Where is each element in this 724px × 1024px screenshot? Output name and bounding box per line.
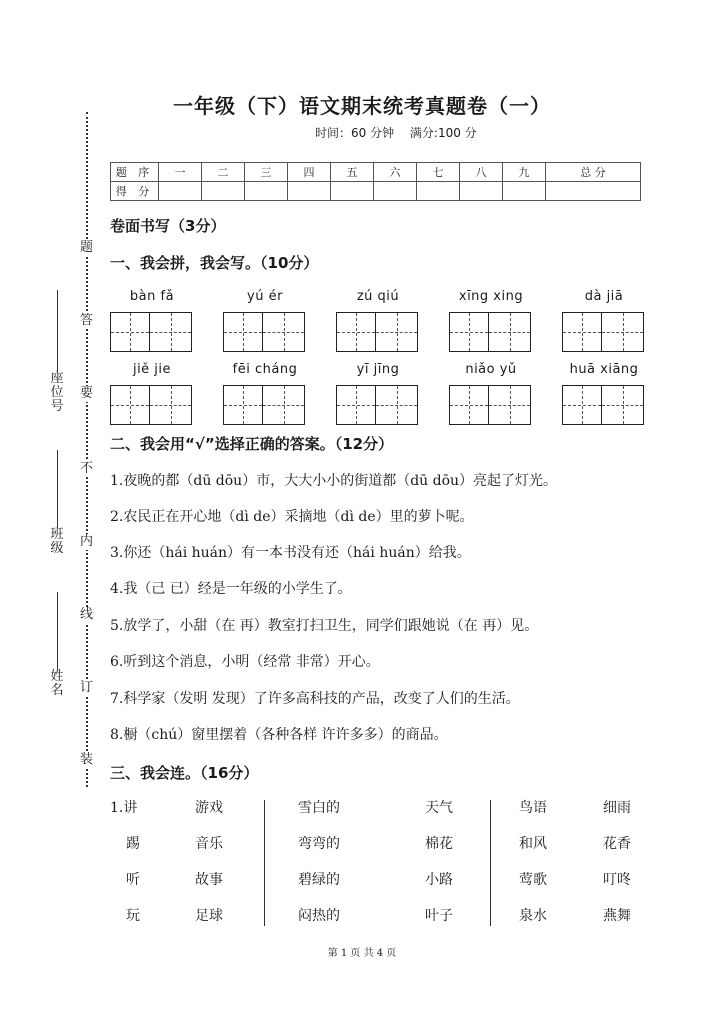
score-cell[interactable] [202, 182, 245, 201]
match-word[interactable]: 雪白的 [298, 800, 340, 816]
match-word[interactable]: 叶子 [425, 908, 453, 924]
match-word[interactable]: 鸟语 [519, 800, 547, 816]
class-line [57, 450, 58, 528]
margin-char: 订 [80, 680, 94, 695]
match-word[interactable]: 玩 [126, 908, 140, 924]
class-label: 班级 [50, 527, 64, 556]
match-word[interactable]: 细雨 [603, 800, 631, 816]
question-item[interactable]: 3.你还（hái huán）有一本书没有还（hái huán）给我。 [110, 545, 471, 561]
match-word[interactable]: 足球 [195, 908, 223, 924]
pinyin-item [223, 288, 307, 352]
match-word[interactable]: 故事 [195, 872, 223, 888]
tianzige[interactable] [562, 312, 646, 352]
margin-char: 内 [80, 534, 94, 549]
score-cell[interactable] [245, 182, 288, 201]
match-word[interactable]: 花香 [603, 836, 631, 852]
score-row-label: 题 序 [111, 163, 159, 182]
match-word[interactable]: 弯弯的 [298, 836, 340, 852]
pinyin-item [562, 361, 646, 425]
pinyin-item [110, 288, 194, 352]
match-word[interactable]: 棉花 [425, 836, 453, 852]
pinyin-item [449, 288, 533, 352]
class-field[interactable] [50, 448, 64, 556]
name-field[interactable] [50, 590, 64, 698]
margin-char: 题 [80, 240, 94, 255]
exam-meta [315, 124, 489, 141]
seat-number-field[interactable] [50, 288, 64, 414]
match-group-2-left [298, 798, 340, 942]
tianzige[interactable] [336, 312, 420, 352]
pinyin-item [110, 361, 194, 425]
pinyin-text: bàn fǎ [129, 289, 175, 304]
match-word[interactable]: 莺歌 [519, 872, 547, 888]
pinyin-item [336, 288, 420, 352]
section-handwriting: 卷面书写（3分） [110, 217, 226, 235]
pinyin-text: zú qiú [356, 289, 400, 304]
score-cell[interactable] [288, 182, 331, 201]
pinyin-text: xīng xing [458, 289, 524, 304]
pinyin-item [223, 361, 307, 425]
exam-full-score: 满分:100 分 [409, 126, 477, 140]
score-cell[interactable] [331, 182, 374, 201]
match-word[interactable]: 小路 [425, 872, 453, 888]
score-col-header: 二 [202, 163, 245, 182]
pinyin-text: yī jīng [356, 362, 400, 377]
score-col-header: 九 [503, 163, 546, 182]
match-divider [264, 800, 265, 926]
question-item[interactable]: 8.橱（chú）窗里摆着（各种各样 许许多多）的商品。 [110, 727, 448, 743]
section-3-title: 三、我会连。（16分） [110, 764, 259, 782]
score-col-header: 三 [245, 163, 288, 182]
pinyin-text: jiě jie [132, 362, 172, 377]
pinyin-item [336, 361, 420, 425]
match-word[interactable]: 天气 [425, 800, 453, 816]
pinyin-text: yú ér [247, 289, 283, 304]
score-cell[interactable] [159, 182, 202, 201]
seat-number-label: 座位号 [50, 371, 64, 414]
match-word[interactable]: 1.讲 [110, 800, 138, 816]
tianzige[interactable] [110, 385, 194, 425]
score-table [110, 162, 641, 201]
question-item[interactable]: 7.科学家（发明 发现）了许多高科技的产品，改变了人们的生活。 [110, 691, 520, 707]
match-group-1-left [110, 798, 140, 942]
margin-char: 答 [80, 313, 94, 328]
pinyin-text: niǎo yǔ [465, 362, 517, 377]
score-cell[interactable] [417, 182, 460, 201]
match-word[interactable]: 游戏 [195, 800, 223, 816]
page-title: 一年级（下）语文期末统考真题卷（一） [173, 94, 551, 118]
match-word[interactable]: 碧绿的 [298, 872, 340, 888]
tianzige[interactable] [449, 312, 533, 352]
tianzige[interactable] [223, 385, 307, 425]
score-cell[interactable] [374, 182, 417, 201]
question-item[interactable]: 4.我（己 已）经是一年级的小学生了。 [110, 581, 352, 597]
question-item[interactable]: 6.听到这个消息，小明（经常 非常）开心。 [110, 654, 380, 670]
seat-number-line [57, 290, 58, 372]
score-col-header: 五 [331, 163, 374, 182]
score-cell[interactable] [546, 182, 641, 201]
margin-char: 线 [80, 607, 94, 622]
score-table-header-row [111, 163, 641, 182]
name-label: 姓名 [50, 669, 64, 698]
match-group-1-right [195, 798, 223, 942]
match-word[interactable]: 听 [126, 872, 140, 888]
tianzige[interactable] [562, 385, 646, 425]
score-cell[interactable] [503, 182, 546, 201]
match-word[interactable]: 闷热的 [298, 908, 340, 924]
score-col-header: 一 [159, 163, 202, 182]
score-col-header: 六 [374, 163, 417, 182]
match-group-2-right [425, 798, 453, 942]
tianzige[interactable] [449, 385, 533, 425]
section-1-title: 一、我会拼，我会写。（10分） [110, 254, 319, 272]
exam-time: 时间：60 分钟 [315, 126, 395, 140]
pinyin-text: huā xiāng [569, 362, 639, 377]
tianzige[interactable] [110, 312, 194, 352]
margin-char: 不 [80, 461, 94, 476]
score-row-label: 得 分 [111, 182, 159, 201]
question-item[interactable]: 2.农民正在开心地（dì de）采摘地（dì de）里的萝卜呢。 [110, 509, 474, 525]
match-divider [490, 800, 491, 926]
score-col-header: 八 [460, 163, 503, 182]
question-item[interactable]: 1.夜晚的都（dū dōu）市，大大小小的街道都（dū dōu）亮起了灯光。 [110, 473, 558, 489]
match-word[interactable]: 踢 [126, 836, 140, 852]
score-col-header: 总 分 [546, 163, 641, 182]
score-table-score-row [111, 182, 641, 201]
question-item[interactable]: 5.放学了，小甜（在 再）教室打扫卫生，同学们跟她说（在 再）见。 [110, 618, 539, 634]
score-col-header: 七 [417, 163, 460, 182]
pinyin-text: dà jiā [584, 289, 624, 304]
tianzige[interactable] [336, 385, 420, 425]
match-group-3-right [603, 798, 631, 942]
pinyin-item [449, 361, 533, 425]
tianzige[interactable] [223, 312, 307, 352]
match-word[interactable]: 音乐 [195, 836, 223, 852]
page-footer: 第 1 页 共 4 页 [327, 948, 397, 959]
margin-char: 要 [80, 386, 94, 401]
name-line [57, 592, 58, 670]
match-word[interactable]: 叮咚 [603, 872, 631, 888]
margin-char: 装 [80, 752, 94, 767]
match-word[interactable]: 燕舞 [603, 908, 631, 924]
pinyin-item [562, 288, 646, 352]
pinyin-text: fēi cháng [232, 362, 298, 377]
section-2-title: 二、我会用“√”选择正确的答案。（12分） [110, 435, 394, 453]
match-group-3-left [519, 798, 547, 942]
score-cell[interactable] [460, 182, 503, 201]
score-col-header: 四 [288, 163, 331, 182]
match-word[interactable]: 泉水 [519, 908, 547, 924]
match-word[interactable]: 和风 [519, 836, 547, 852]
